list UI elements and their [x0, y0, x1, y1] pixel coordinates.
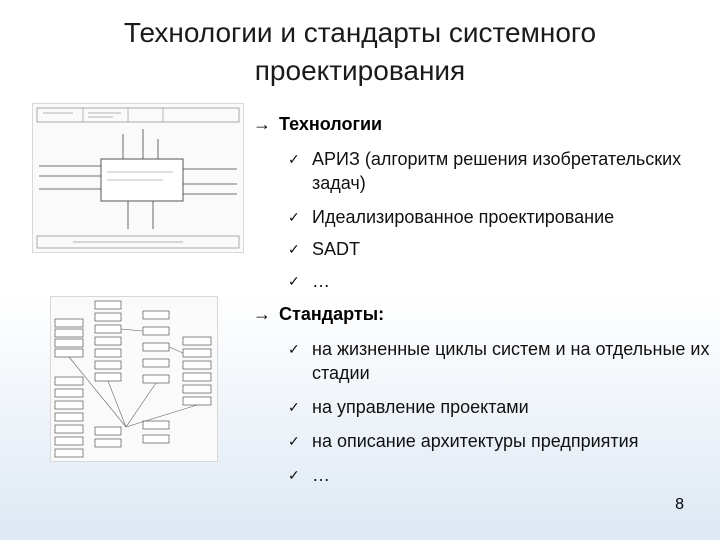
check-icon: ✓ — [288, 467, 300, 483]
list-item-label: … — [312, 271, 330, 291]
list-item — [253, 147, 713, 195]
section-heading-label: Технологии — [279, 113, 383, 134]
arrow-right-icon: → — [253, 113, 271, 134]
check-icon: ✓ — [288, 433, 300, 449]
content-list — [253, 111, 713, 487]
list-item — [253, 205, 713, 229]
slide-title: Технологии и стандарты системного проектирования — [123, 17, 597, 86]
list-item-label: SADT — [312, 239, 361, 259]
list-item-label: Идеализированное проектирование — [312, 207, 615, 227]
page-number: 8 — [675, 496, 684, 513]
check-icon: ✓ — [288, 241, 300, 257]
sadt-diagram-image — [32, 103, 244, 253]
check-icon: ✓ — [288, 273, 300, 289]
list-item — [253, 463, 713, 487]
section-heading-label: Стандарты: — [279, 303, 385, 324]
check-icon: ✓ — [288, 209, 300, 225]
list-item — [253, 395, 713, 419]
list-item — [253, 269, 713, 293]
list-item-label: на управление проектами — [312, 397, 529, 417]
section-heading-technologies — [253, 111, 713, 137]
list-item-label: АРИЗ (алгоритм решения изобретательских задач) — [312, 149, 682, 193]
list-item — [253, 237, 713, 261]
arrow-right-icon: → — [253, 303, 271, 324]
check-icon: ✓ — [288, 341, 300, 357]
check-icon: ✓ — [288, 151, 300, 167]
standards-diagram-image — [50, 296, 218, 462]
list-item — [253, 337, 713, 385]
list-item — [253, 429, 713, 453]
list-item-label: … — [312, 465, 330, 485]
check-icon: ✓ — [288, 399, 300, 415]
list-item-label: на жизненные циклы систем и на отдельные их стадии — [312, 339, 710, 383]
section-heading-standards — [253, 301, 713, 327]
list-item-label: на описание архитектуры предприятия — [312, 431, 639, 451]
